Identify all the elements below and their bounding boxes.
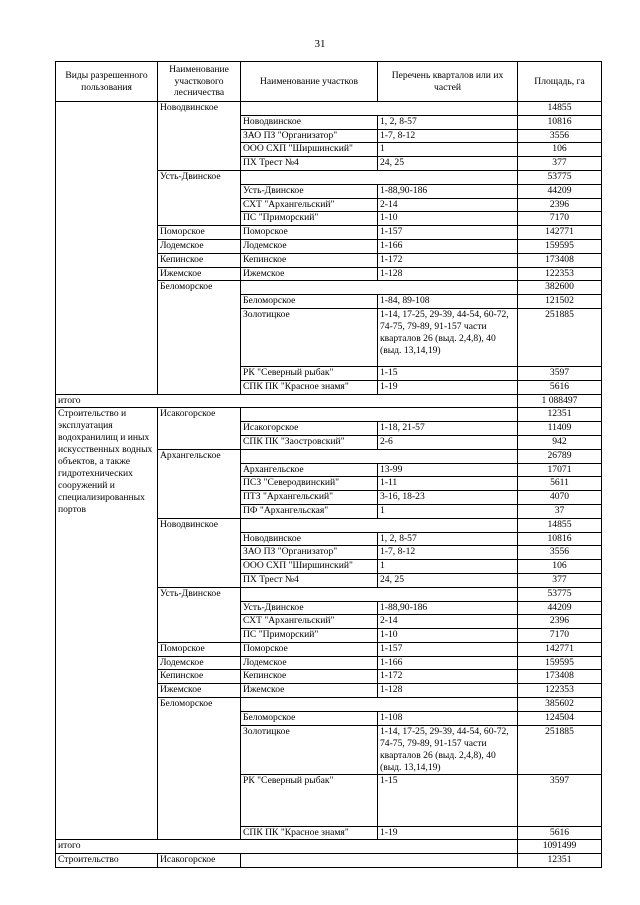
area-value: 377	[518, 157, 602, 171]
quarters: 24, 25	[378, 157, 518, 171]
forestry-span-cell	[241, 170, 518, 184]
header-area: Площадь, га	[518, 62, 602, 102]
area-value: 5616	[518, 380, 602, 394]
plot-name: Поморское	[241, 642, 378, 656]
quarters: 1-166	[378, 656, 518, 670]
forestry-span-cell	[241, 698, 518, 712]
plot-name: Архангельское	[241, 463, 378, 477]
quarters: 1-10	[378, 212, 518, 226]
quarters: 1-15	[378, 366, 518, 380]
total-label: итого	[56, 394, 518, 408]
quarters: 1-19	[378, 826, 518, 840]
plot-name: ООО СХП "Ширшинский"	[241, 560, 378, 574]
quarters: 1-14, 17-25, 29-39, 44-54, 60-72, 74-75, 79-89, 91-157 части кварталов 26 (выд. 2,4,8), 40 (выд. 13,14,19)	[378, 725, 518, 774]
forestry-name: Лодемское	[158, 239, 241, 253]
area-value: 124504	[518, 711, 602, 725]
plot-name: Лодемское	[241, 656, 378, 670]
plot-name: ПС "Приморский"	[241, 629, 378, 643]
plot-name: Золотицкое	[241, 308, 378, 366]
page-number: 31	[314, 38, 326, 50]
table-body	[56, 102, 602, 868]
quarters: 2-6	[378, 435, 518, 449]
table-row	[56, 394, 602, 408]
quarters: 1-15	[378, 774, 518, 826]
area-value: 53775	[518, 170, 602, 184]
header-use-kind: Виды разрешенного пользования	[56, 62, 158, 102]
quarters: 1, 2, 8-57	[378, 532, 518, 546]
area-value: 10816	[518, 115, 602, 129]
area-value: 385602	[518, 698, 602, 712]
quarters: 1-157	[378, 226, 518, 240]
plot-name: ПХ Трест №4	[241, 157, 378, 171]
area-value: 10816	[518, 532, 602, 546]
plot-name: Беломорское	[241, 295, 378, 309]
quarters: 1-166	[378, 239, 518, 253]
area-value: 3597	[518, 774, 602, 826]
plot-name: Кепинское	[241, 253, 378, 267]
quarters: 1-157	[378, 642, 518, 656]
area-value: 14855	[518, 102, 602, 116]
area-value: 173408	[518, 253, 602, 267]
area-value: 37	[518, 504, 602, 518]
use-kind-cell: Строительство и эксплуатация водохранилищ и иных искусственных водных объектов, а также гидротехнических сооружений и специализированных портов	[56, 408, 158, 840]
plot-name: ПХ Трест №4	[241, 573, 378, 587]
forestry-name: Ижемское	[158, 267, 241, 281]
quarters: 1-14, 17-25, 29-39, 44-54, 60-72, 74-75, 79-89, 91-157 части кварталов 26 (выд. 2,4,8), 40 (выд. 13,14,19)	[378, 308, 518, 366]
quarters: 13-99	[378, 463, 518, 477]
quarters: 1-128	[378, 267, 518, 281]
forestry-span-cell	[241, 449, 518, 463]
quarters: 1-172	[378, 253, 518, 267]
quarters: 1-84, 89-108	[378, 295, 518, 309]
forestry-name: Новодвинское	[158, 518, 241, 587]
forestry-name: Исакогорское	[158, 408, 241, 449]
area-value: 251885	[518, 725, 602, 774]
area-value: 7170	[518, 629, 602, 643]
plot-name: ООО СХП "Ширшинский"	[241, 143, 378, 157]
plot-name: СХТ "Архангельский"	[241, 615, 378, 629]
forestry-name: Архангельское	[158, 449, 241, 518]
area-value: 53775	[518, 587, 602, 601]
plot-name: ПСЗ "Северодвинский"	[241, 477, 378, 491]
plot-name: Усть-Двинское	[241, 184, 378, 198]
quarters: 1-7, 8-12	[378, 129, 518, 143]
forestry-name: Ижемское	[158, 684, 241, 698]
plot-name: Исакогорское	[241, 422, 378, 436]
plot-name: СПК ПК "Красное знамя"	[241, 826, 378, 840]
area-value: 159595	[518, 239, 602, 253]
plot-name: Ижемское	[241, 684, 378, 698]
area-value: 142771	[518, 226, 602, 240]
area-value: 26789	[518, 449, 602, 463]
quarters: 24, 25	[378, 573, 518, 587]
quarters: 1-108	[378, 711, 518, 725]
plot-name: Беломорское	[241, 711, 378, 725]
quarters: 1	[378, 560, 518, 574]
area-value: 3556	[518, 546, 602, 560]
table-row	[56, 854, 602, 868]
forestry-name: Кепинское	[158, 670, 241, 684]
quarters: 2-14	[378, 615, 518, 629]
use-kind-cell	[56, 102, 158, 395]
area-value: 17071	[518, 463, 602, 477]
forestry-name: Поморское	[158, 226, 241, 240]
plot-name: Золотицкое	[241, 725, 378, 774]
plot-name: Лодемское	[241, 239, 378, 253]
quarters: 1, 2, 8-57	[378, 115, 518, 129]
forestry-span-cell	[241, 854, 518, 868]
plot-name: ЗАО ПЗ "Организатор"	[241, 546, 378, 560]
quarters: 1-88,90-186	[378, 184, 518, 198]
quarters: 1-88,90-186	[378, 601, 518, 615]
area-value: 3597	[518, 366, 602, 380]
header-plot-name: Наименование участков	[241, 62, 378, 102]
plot-name: ПТЗ "Архангельский"	[241, 491, 378, 505]
forestry-span-cell	[241, 518, 518, 532]
area-value: 942	[518, 435, 602, 449]
quarters: 1-128	[378, 684, 518, 698]
plot-name: ЗАО ПЗ "Организатор"	[241, 129, 378, 143]
total-area: 1 088497	[518, 394, 602, 408]
plot-name: Ижемское	[241, 267, 378, 281]
plot-name: ПС "Приморский"	[241, 212, 378, 226]
plot-name: Кепинское	[241, 670, 378, 684]
area-value: 12351	[518, 408, 602, 422]
table-row	[56, 102, 602, 116]
area-value: 44209	[518, 601, 602, 615]
total-label: итого	[56, 840, 518, 854]
plot-name: Поморское	[241, 226, 378, 240]
area-value: 122353	[518, 684, 602, 698]
area-value: 159595	[518, 656, 602, 670]
quarters: 1-18, 21-57	[378, 422, 518, 436]
area-value: 121502	[518, 295, 602, 309]
area-value: 12351	[518, 854, 602, 868]
quarters: 3-16, 18-23	[378, 491, 518, 505]
plot-name: Усть-Двинское	[241, 601, 378, 615]
plot-name: Новодвинское	[241, 115, 378, 129]
forestry-span-cell	[241, 102, 518, 116]
quarters: 1	[378, 504, 518, 518]
area-value: 2396	[518, 615, 602, 629]
quarters: 1	[378, 143, 518, 157]
area-value: 5616	[518, 826, 602, 840]
area-value: 251885	[518, 308, 602, 366]
forestry-name: Усть-Двинское	[158, 170, 241, 225]
use-kind-cell: Строительство	[56, 854, 158, 868]
area-value: 44209	[518, 184, 602, 198]
forestry-name: Беломорское	[158, 698, 241, 840]
forestry-span-cell	[241, 408, 518, 422]
area-value: 11409	[518, 422, 602, 436]
area-value: 106	[518, 560, 602, 574]
area-value: 142771	[518, 642, 602, 656]
land-use-table	[55, 61, 602, 868]
area-value: 7170	[518, 212, 602, 226]
area-value: 173408	[518, 670, 602, 684]
table-header-row	[56, 62, 602, 102]
table-row	[56, 840, 602, 854]
area-value: 3556	[518, 129, 602, 143]
quarters: 1-19	[378, 380, 518, 394]
forestry-span-cell	[241, 587, 518, 601]
quarters: 1-172	[378, 670, 518, 684]
table-row	[56, 408, 602, 422]
area-value: 377	[518, 573, 602, 587]
plot-name: СПК ПК "Красное знамя"	[241, 380, 378, 394]
plot-name: СХТ "Архангельский"	[241, 198, 378, 212]
quarters: 1-10	[378, 629, 518, 643]
forestry-name: Кепинское	[158, 253, 241, 267]
area-value: 122353	[518, 267, 602, 281]
quarters: 1-11	[378, 477, 518, 491]
area-value: 14855	[518, 518, 602, 532]
plot-name: РК "Северный рыбак"	[241, 366, 378, 380]
area-value: 4070	[518, 491, 602, 505]
plot-name: ПФ "Архангельская"	[241, 504, 378, 518]
header-forestry: Наименование участкового лесничества	[158, 62, 241, 102]
header-quarters: Перечень кварталов или их частей	[378, 62, 518, 102]
area-value: 106	[518, 143, 602, 157]
quarters: 2-14	[378, 198, 518, 212]
area-value: 382600	[518, 281, 602, 295]
plot-name: СПК ПК "Заостровский"	[241, 435, 378, 449]
forestry-name: Беломорское	[158, 281, 241, 394]
forestry-name: Усть-Двинское	[158, 587, 241, 642]
forestry-name: Исакогорское	[158, 854, 241, 868]
quarters: 1-7, 8-12	[378, 546, 518, 560]
area-value: 5611	[518, 477, 602, 491]
forestry-name: Лодемское	[158, 656, 241, 670]
plot-name: РК "Северный рыбак"	[241, 774, 378, 826]
area-value: 2396	[518, 198, 602, 212]
plot-name: Новодвинское	[241, 532, 378, 546]
forestry-name: Новодвинское	[158, 102, 241, 171]
forestry-span-cell	[241, 281, 518, 295]
forestry-name: Поморское	[158, 642, 241, 656]
total-area: 1091499	[518, 840, 602, 854]
